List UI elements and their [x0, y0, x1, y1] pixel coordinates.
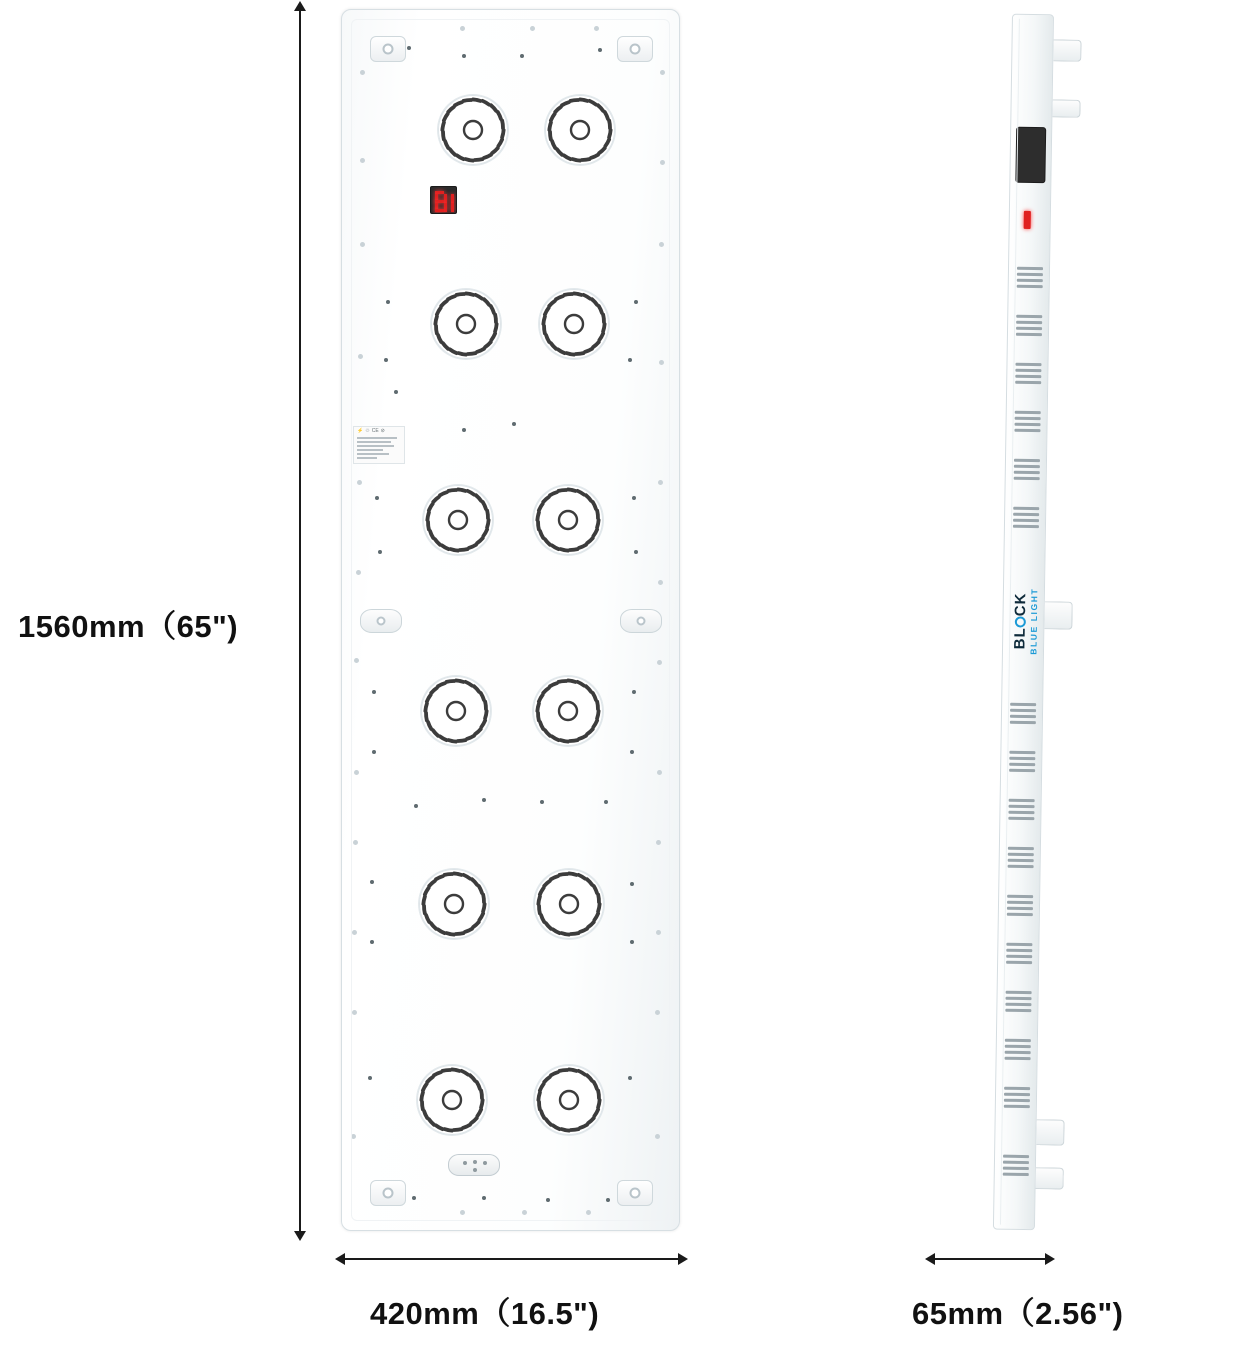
brand-logo: [1005, 571, 1047, 672]
mount-boss-top-left: [370, 36, 406, 62]
side-mount-tab: [1036, 1119, 1064, 1145]
alignment-dot: [632, 690, 636, 694]
edge-screw: [357, 480, 362, 485]
vent-slot: [1015, 411, 1041, 414]
edge-screw: [660, 70, 665, 75]
vent-slot: [1010, 709, 1036, 712]
vent-slot: [1016, 327, 1042, 330]
side-controller-module: [1015, 127, 1046, 183]
vent-slot-group: [1009, 751, 1035, 775]
side-mount-tab: [1053, 39, 1081, 61]
vent-slot: [1017, 273, 1043, 276]
alignment-dot: [368, 1076, 372, 1080]
alignment-dot: [630, 750, 634, 754]
vent-slot: [1015, 375, 1041, 378]
alignment-dot: [606, 1198, 610, 1202]
screw-hole-icon: [630, 44, 641, 55]
vent-slot-group: [1005, 991, 1031, 1015]
vent-slot: [1007, 907, 1033, 910]
edge-screw: [360, 158, 365, 163]
edge-screw: [360, 242, 365, 247]
vent-slot: [1009, 757, 1035, 760]
edge-screw: [594, 26, 599, 31]
recycle-icon: ♲: [365, 428, 370, 434]
vent-slot: [1010, 715, 1036, 718]
vent-slot: [1006, 961, 1032, 964]
vent-slot: [1007, 913, 1033, 916]
fan-grille: [420, 675, 492, 747]
edge-screw: [658, 580, 663, 585]
edge-screw: [460, 1210, 465, 1215]
alignment-dot: [604, 800, 608, 804]
alignment-dot: [412, 1196, 416, 1200]
led-timer-display: [430, 186, 457, 214]
vent-slot: [1003, 1173, 1029, 1176]
mount-boss-top-right: [617, 36, 653, 62]
vent-slot: [1017, 279, 1043, 282]
vent-slot: [1013, 525, 1039, 528]
vent-slot-group: [1004, 1087, 1030, 1111]
vent-slot: [1014, 459, 1040, 462]
alignment-dot: [394, 390, 398, 394]
vent-slot: [1007, 895, 1033, 898]
fan-grille: [422, 484, 494, 556]
edge-screw: [360, 70, 365, 75]
vent-slot: [1015, 381, 1041, 384]
side-bracket-left: [360, 609, 402, 633]
alignment-dot: [520, 54, 524, 58]
label-text-line: [357, 445, 394, 447]
alignment-dot: [630, 882, 634, 886]
edge-screw: [658, 480, 663, 485]
fan-grille: [544, 94, 616, 166]
alignment-dot: [628, 1076, 632, 1080]
label-text-line: [357, 441, 391, 443]
led-segment: [435, 209, 444, 212]
vent-slot: [1014, 465, 1040, 468]
side-mount-tab: [1036, 1167, 1064, 1189]
alignment-dot: [546, 1198, 550, 1202]
vent-slot: [1016, 321, 1042, 324]
vent-slot: [1008, 865, 1034, 868]
vent-slot: [1004, 1087, 1030, 1090]
edge-screw: [351, 1134, 356, 1139]
alignment-dot: [462, 54, 466, 58]
vent-slot: [1013, 513, 1039, 516]
vent-slot: [1015, 423, 1041, 426]
alignment-dot: [512, 422, 516, 426]
vent-slot: [1015, 369, 1041, 372]
depth-dimension-arrow: [934, 1258, 1046, 1260]
edge-screw: [352, 1010, 357, 1015]
alignment-dot: [378, 550, 382, 554]
alignment-dot: [634, 300, 638, 304]
alignment-dot: [384, 358, 388, 362]
ce-mark-icon: CE: [371, 428, 379, 434]
panel-side-view: [993, 14, 1054, 1231]
alignment-dot: [372, 750, 376, 754]
vent-slot: [1015, 417, 1041, 420]
alignment-dot: [372, 690, 376, 694]
vent-slot-group: [1008, 799, 1034, 823]
fan-grille: [532, 675, 604, 747]
vent-slot-group: [1003, 1155, 1029, 1179]
vent-slot: [1017, 285, 1043, 288]
side-bracket-right: [620, 609, 662, 633]
vent-slot: [1008, 817, 1034, 820]
alignment-dot: [634, 550, 638, 554]
vent-slot-group: [1013, 507, 1039, 531]
vent-slot: [1008, 859, 1034, 862]
edge-screw: [356, 570, 361, 575]
brand-name-primary: BLCK: [1010, 592, 1029, 650]
vent-slot: [1010, 721, 1036, 724]
side-indicator-led: [1024, 211, 1031, 229]
panel-rear-view: [341, 9, 680, 1231]
fan-grille: [437, 94, 509, 166]
vent-slot: [1008, 811, 1034, 814]
depth-dimension-label: 65mm（2.56"): [912, 1296, 1124, 1331]
label-text-line: [357, 449, 383, 451]
fan-grille: [532, 484, 604, 556]
fan-grille: [533, 868, 605, 940]
mount-boss-bottom-left: [370, 1180, 406, 1206]
alignment-dot: [414, 804, 418, 808]
alignment-dot: [375, 496, 379, 500]
alignment-dot: [628, 358, 632, 362]
vent-slot: [1009, 805, 1035, 808]
edge-screw: [354, 658, 359, 663]
side-mount-tab: [1052, 99, 1080, 117]
edge-screw: [460, 26, 465, 31]
vent-slot: [1004, 1093, 1030, 1096]
alignment-dot: [630, 940, 634, 944]
edge-screw: [660, 160, 665, 165]
certification-label: [353, 426, 405, 464]
vent-slot-group: [1010, 703, 1036, 727]
no-bin-icon: ⊘: [380, 428, 385, 434]
alignment-dot: [632, 496, 636, 500]
vent-slot-group: [1014, 459, 1040, 483]
vent-slot: [1015, 363, 1041, 366]
edge-screw: [655, 1134, 660, 1139]
vent-slot: [1003, 1161, 1029, 1164]
vent-slot: [1017, 267, 1043, 270]
edge-screw: [657, 770, 662, 775]
vent-slot: [1013, 507, 1039, 510]
connector-pin: [473, 1168, 477, 1172]
alignment-dot: [482, 1196, 486, 1200]
connector-pin: [483, 1161, 487, 1165]
vent-slot: [1006, 943, 1032, 946]
led-segment: [444, 203, 447, 212]
edge-screw: [659, 360, 664, 365]
connector-pin: [473, 1160, 477, 1164]
vent-slot: [1005, 1051, 1031, 1054]
connector-pin: [463, 1161, 467, 1165]
alignment-dot: [598, 48, 602, 52]
led-segment: [444, 194, 447, 203]
alignment-dot: [386, 300, 390, 304]
brand-logo-rotated: [1012, 587, 1039, 654]
fan-grille: [538, 288, 610, 360]
label-text-line: [357, 453, 389, 455]
vent-slot: [1006, 991, 1032, 994]
vent-slot: [1003, 1155, 1029, 1158]
alignment-dot: [370, 880, 374, 884]
lightning-icon: ⚡: [357, 428, 364, 434]
vent-slot-group: [1017, 267, 1043, 291]
width-dimension-label: 420mm（16.5"): [370, 1296, 600, 1331]
vent-slot: [1013, 519, 1039, 522]
screw-hole-icon: [377, 617, 386, 626]
vent-slot: [1010, 703, 1036, 706]
certification-marks: [357, 429, 401, 434]
vent-slot: [1014, 471, 1040, 474]
fan-grille: [416, 1064, 488, 1136]
vent-slot-group: [1015, 363, 1041, 387]
vent-slot-group: [1014, 411, 1040, 435]
label-text-line: [357, 437, 397, 439]
edge-screw: [358, 354, 363, 359]
vent-slot-group: [1007, 895, 1033, 919]
vent-slot: [1016, 315, 1042, 318]
edge-screw: [352, 930, 357, 935]
vent-slot-group: [1008, 847, 1034, 871]
vent-slot-group: [1006, 943, 1032, 967]
fan-grille: [418, 868, 490, 940]
vent-slot: [1005, 1009, 1031, 1012]
edge-screw: [586, 1210, 591, 1215]
vent-slot: [1008, 853, 1034, 856]
vent-slot: [1014, 429, 1040, 432]
screw-hole-icon: [637, 617, 646, 626]
vent-slot: [1005, 1039, 1031, 1042]
vent-slot: [1006, 997, 1032, 1000]
alignment-dot: [407, 46, 411, 50]
vent-slot: [1007, 901, 1033, 904]
vent-slot: [1005, 1045, 1031, 1048]
vent-slot: [1009, 751, 1035, 754]
vent-slot: [1005, 1057, 1031, 1060]
vent-slot: [1006, 955, 1032, 958]
vent-slot: [1009, 799, 1035, 802]
vent-slot: [1003, 1167, 1029, 1170]
alignment-dot: [540, 800, 544, 804]
screw-hole-icon: [383, 44, 394, 55]
side-mount-tab: [1044, 601, 1072, 629]
vent-slot: [1016, 333, 1042, 336]
edge-screw: [656, 930, 661, 935]
vent-slot: [1009, 769, 1035, 772]
width-dimension-arrow: [344, 1258, 679, 1260]
led-segment: [451, 203, 454, 212]
vent-slot: [1004, 1099, 1030, 1102]
vent-slot: [1014, 477, 1040, 480]
fan-grille: [430, 288, 502, 360]
vent-slot: [1008, 847, 1034, 850]
vent-slot: [1004, 1105, 1030, 1108]
power-inlet-connector: [448, 1154, 500, 1176]
edge-screw: [354, 770, 359, 775]
brand-name-secondary: BLUE LIGHT: [1027, 587, 1039, 655]
edge-screw: [353, 840, 358, 845]
circle-o-icon: [1014, 616, 1025, 627]
mount-boss-bottom-right: [617, 1180, 653, 1206]
edge-screw: [659, 242, 664, 247]
vent-slot: [1006, 949, 1032, 952]
edge-screw: [656, 840, 661, 845]
led-segment: [451, 194, 454, 203]
screw-hole-icon: [383, 1188, 394, 1199]
vent-slot-group: [1005, 1039, 1031, 1063]
alignment-dot: [370, 940, 374, 944]
screw-hole-icon: [630, 1188, 641, 1199]
edge-screw: [530, 26, 535, 31]
fan-grille: [533, 1064, 605, 1136]
edge-screw: [657, 660, 662, 665]
alignment-dot: [462, 428, 466, 432]
edge-screw: [655, 1010, 660, 1015]
vent-slot: [1009, 763, 1035, 766]
alignment-dot: [482, 798, 486, 802]
vent-slot: [1005, 1003, 1031, 1006]
edge-screw: [522, 1210, 527, 1215]
vent-slot-group: [1016, 315, 1042, 339]
label-text-line: [357, 457, 377, 459]
height-dimension-label: 1560mm（65"): [18, 609, 239, 644]
height-dimension-arrow: [299, 10, 301, 1232]
